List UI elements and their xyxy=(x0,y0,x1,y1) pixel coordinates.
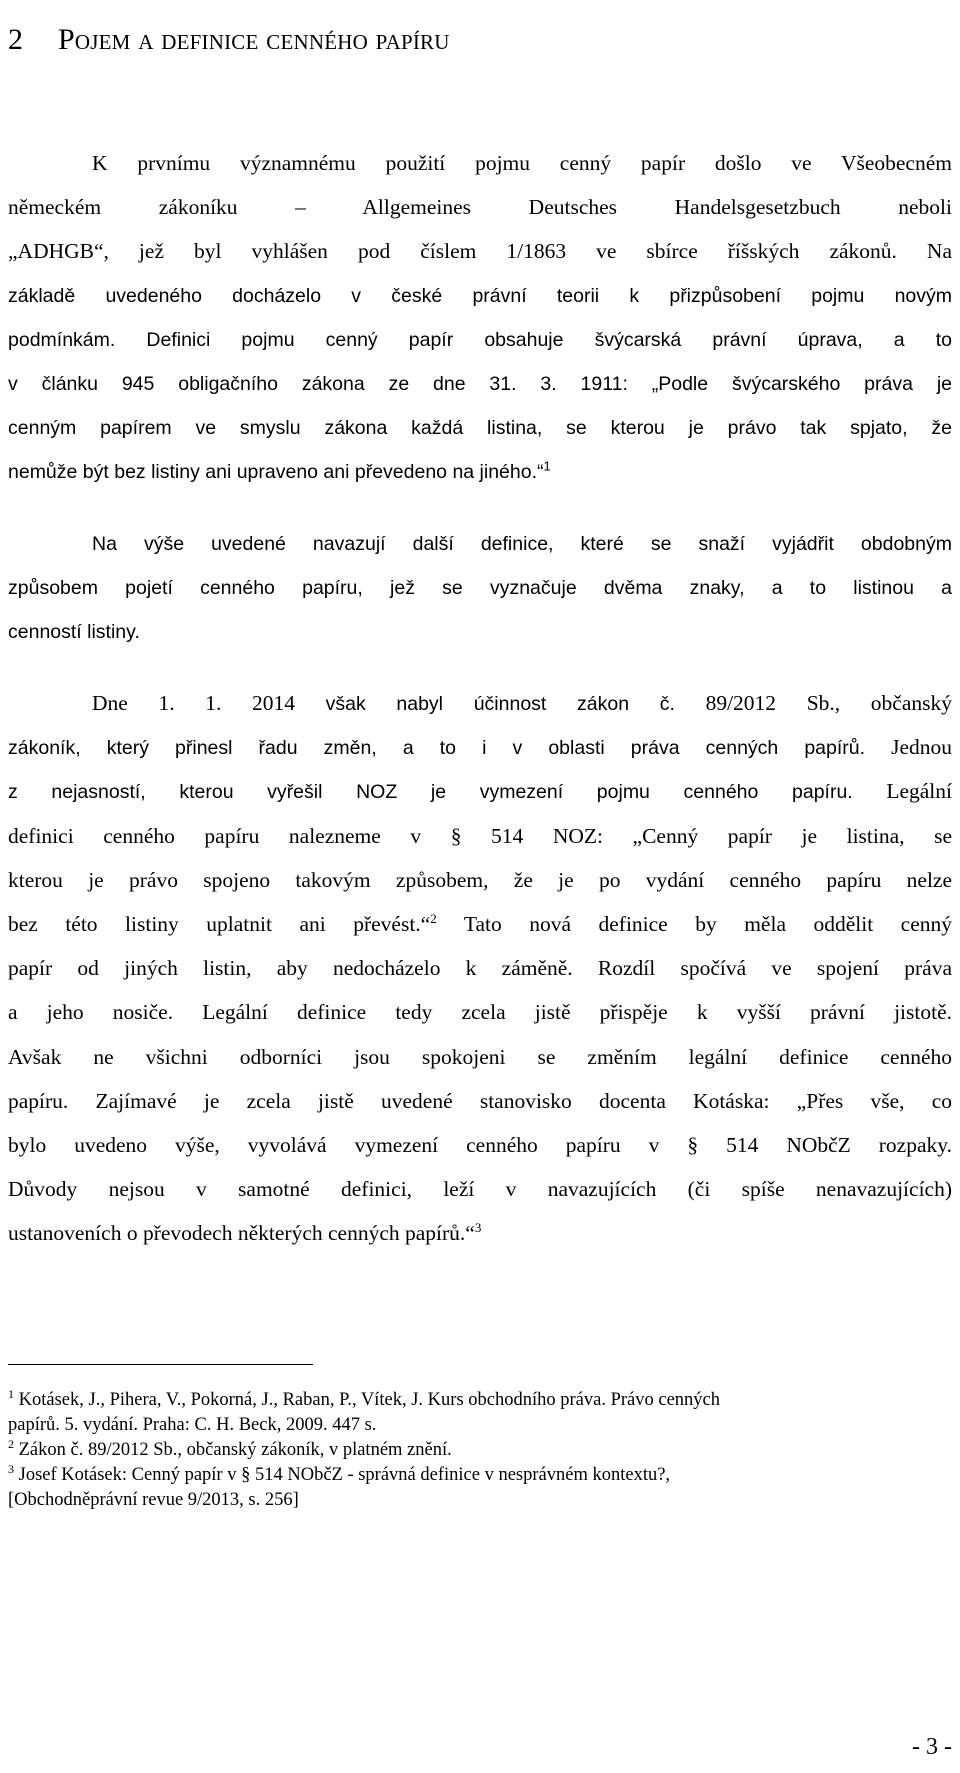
paragraph-line xyxy=(8,1211,952,1255)
footnote-number: 3 xyxy=(8,1461,14,1476)
paragraph-line: papíru. Zajímavé je zcela jistě uvedené stanovisko docenta Kotáska: „Přes vše, co xyxy=(8,1088,952,1113)
footnote-3 xyxy=(8,1463,952,1488)
paragraph-line: Důvody nejsou v samotné definici, leží v navazujících (či spíše nenavazujících) xyxy=(8,1177,952,1202)
footnote-text: Josef Kotásek: Cenný papír v § 514 NObčZ - správná definice v nesprávném kontextu?, xyxy=(18,1465,671,1485)
paragraph-2 xyxy=(8,522,952,655)
paragraph-line xyxy=(8,725,952,769)
paragraph-line: základě uvedeného docházelo v české právní teorii k přizpůsobení pojmu novým xyxy=(8,284,952,307)
footnote-number: 2 xyxy=(8,1436,14,1451)
chapter-number: 2 xyxy=(8,23,23,56)
paragraph-line xyxy=(8,814,952,858)
text-run: zákoník, který přinesl řadu změn, a to i v oblasti práva cenných papírů. xyxy=(8,737,866,760)
paragraph-line-text: nemůže být bez listiny ani upraveno ani převedeno na jiného.“ xyxy=(8,461,544,484)
text-run: definici cenného papíru nalezneme v § 514 NOZ: „Cenný papír je listina, se xyxy=(8,823,952,848)
text-run: z nejasností, kterou vyřešil NOZ je vymezení pojmu cenného papíru. xyxy=(8,781,853,804)
paragraph-line: K prvnímu významnému použití pojmu cenný papír došlo ve Všeobecném xyxy=(92,151,952,175)
paragraph-line: papír od jiných listin, aby nedocházelo k záměně. Rozdíl spočívá ve spojení práva xyxy=(8,956,952,981)
paragraph-line: podmínkám. Definici pojmu cenný papír obsahuje švýcarská právní úprava, a to xyxy=(8,328,952,351)
paragraph-line: Avšak ne všichni odborníci jsou spokojeni se změním legální definice cenného xyxy=(8,1044,952,1069)
text-run: Tato nová definice by měla oddělit cenný xyxy=(436,911,953,936)
paragraph-line: bylo uvedeno výše, vyvolává vymezení cenného papíru v § 514 NObčZ rozpaky. xyxy=(8,1132,952,1157)
footnote-separator xyxy=(8,1364,313,1365)
footnote-text: Zákon č. 89/2012 Sb., občanský zákoník, v platném znění. xyxy=(18,1440,452,1460)
paragraph-line xyxy=(8,769,952,813)
paragraph-line xyxy=(8,450,952,494)
paragraph-line: způsobem pojetí cenného papíru, jež se vyznačuje dvěma znaky, a to listinou a xyxy=(8,577,952,600)
text-run: ustanoveních o převodech některých cenných papírů.“ xyxy=(8,1221,475,1246)
paragraph-3 xyxy=(8,681,952,1255)
footnote-1-cont: papírů. 5. vydání. Praha: C. H. Beck, 2009. 447 s. xyxy=(8,1415,377,1435)
footnote-reference: 2 xyxy=(430,910,437,926)
footnotes xyxy=(8,1388,952,1513)
paragraph-line: kterou je právo spojeno takovým způsobem, že je po vydání cenného papíru nelze xyxy=(8,867,952,892)
paragraph-line: Na výše uvedené navazují další definice, které se snaží vyjádřit obdobným xyxy=(92,533,952,555)
chapter-title: Pojem a definice cenného papíru xyxy=(58,23,450,56)
paragraph-1 xyxy=(8,141,952,495)
text-run: Legální xyxy=(852,779,952,804)
text-run: 89/2012 Sb. xyxy=(705,691,835,715)
paragraph-line: cenným papírem ve smyslu zákona každá listina, se kterou je právo tak spjato, že xyxy=(8,417,952,440)
footnote-text: Kotásek, J., Pihera, V., Pokorná, J., Raban, P., Vítek, J. Kurs obchodního práva. Právo cenných xyxy=(18,1390,720,1410)
chapter-heading xyxy=(8,22,450,58)
paragraph-line: v článku 945 obligačního zákona ze dne 31. 3. 1911: „Podle švýcarského práva je xyxy=(8,372,952,395)
footnote-reference: 1 xyxy=(543,458,551,474)
footnote-3-cont: [Obchodněprávní revue 9/2013, s. 256] xyxy=(8,1490,299,1510)
footnote-number: 1 xyxy=(8,1386,14,1401)
text-run: Jednou xyxy=(865,735,952,760)
page-number: - 3 - xyxy=(912,1734,952,1760)
paragraph-line: a jeho nosiče. Legální definice tedy zcela jistě přispěje k vyšší právní jistotě. xyxy=(8,1000,952,1025)
paragraph-line: „ADHGB“, jež byl vyhlášen pod číslem 1/1863 ve sbírce říšských zákonů. Na xyxy=(8,239,952,264)
text-run: Dne 1. 1. 2014 xyxy=(92,691,326,715)
text-run: , občanský xyxy=(834,691,952,715)
text-run: bez této listiny uplatnit ani převést.“ xyxy=(8,911,431,936)
footnote-1 xyxy=(8,1388,952,1413)
footnote-2 xyxy=(8,1438,952,1463)
paragraph-line xyxy=(8,902,952,946)
text-run: však nabyl účinnost zákon č. xyxy=(325,693,706,715)
paragraph-line xyxy=(8,681,952,725)
paragraph-line: německém zákoníku – Allgemeines Deutsches Handelsgesetzbuch neboli xyxy=(8,195,952,220)
footnote-reference: 3 xyxy=(474,1220,482,1236)
paragraph-line: cenností listiny. xyxy=(8,621,140,644)
